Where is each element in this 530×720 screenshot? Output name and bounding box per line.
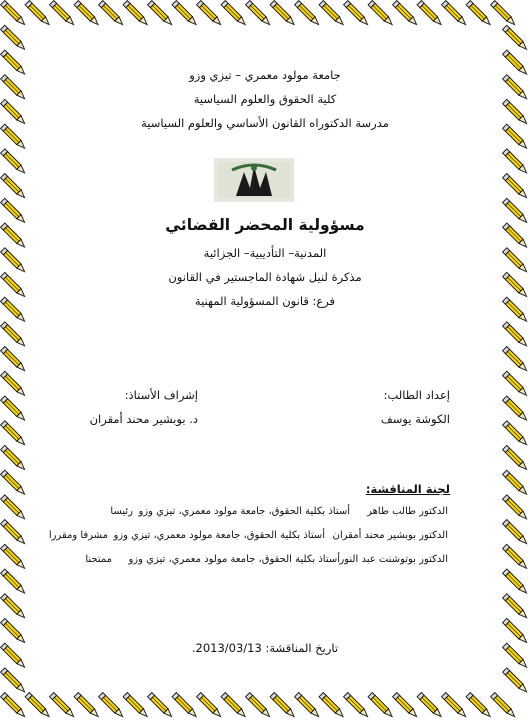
pencil-icon xyxy=(1,149,27,175)
pencil-icon xyxy=(99,693,125,719)
doctoral-school: مدرسة الدكتوراه القانون الأساسي والعلوم السياسية xyxy=(141,116,389,130)
pencil-icon xyxy=(295,693,321,719)
pencil-icon xyxy=(503,445,529,471)
pencil-icon xyxy=(417,693,443,719)
pencil-icon xyxy=(393,693,419,719)
pencil-icon xyxy=(503,421,529,447)
pencil-icon xyxy=(393,1,419,27)
pencil-icon xyxy=(50,1,76,27)
pencil-icon xyxy=(74,693,100,719)
pencil-icon xyxy=(1,25,27,51)
pencil-icon xyxy=(319,693,345,719)
university-logo-icon xyxy=(214,158,294,202)
pencil-icon xyxy=(503,495,529,521)
pencil-icon xyxy=(1,421,27,447)
pencil-icon xyxy=(442,1,468,27)
pencil-icon xyxy=(1,643,27,669)
pencil-icon xyxy=(1,1,27,27)
pencil-icon xyxy=(503,322,529,348)
pencil-icon xyxy=(1,594,27,620)
pencil-icon xyxy=(1,668,27,694)
pencil-icon xyxy=(1,223,27,249)
pencil-icon xyxy=(1,618,27,644)
pencil-icon xyxy=(1,99,27,125)
pencil-icon xyxy=(503,99,529,125)
pencil-icon xyxy=(1,124,27,150)
pencil-icon xyxy=(295,1,321,27)
pencil-icon xyxy=(503,347,529,373)
pencil-icon xyxy=(148,1,174,27)
pencil-icon xyxy=(1,396,27,422)
pencil-icon xyxy=(344,1,370,27)
pencil-icon xyxy=(503,668,529,694)
supervisor-label: إشراف الأستاذ: xyxy=(124,388,198,402)
pencil-icon xyxy=(503,223,529,249)
defense-date: تاريخ المناقشة: 2013/03/13. xyxy=(191,641,339,655)
pencil-icon xyxy=(1,544,27,570)
thesis-title: مسؤولية المحضر القضائي xyxy=(165,216,365,234)
pencil-icon xyxy=(221,693,247,719)
pencil-icon xyxy=(503,371,529,397)
student-label: إعداد الطالب: xyxy=(383,388,450,402)
pencil-icon xyxy=(1,445,27,471)
pencil-icon xyxy=(368,1,394,27)
pencil-icon xyxy=(417,1,443,27)
pencil-icon xyxy=(503,594,529,620)
pencil-icon xyxy=(368,693,394,719)
pencil-icon xyxy=(1,470,27,496)
pencil-icon xyxy=(1,75,27,101)
member-name: الدكتور طالب طاهر xyxy=(367,506,448,517)
pencil-icon xyxy=(503,50,529,76)
pencil-icon xyxy=(1,569,27,595)
pencil-icon xyxy=(1,495,27,521)
degree-line: مذكرة لنيل شهادة الماجستير في القانون xyxy=(168,270,362,284)
member-role: مشرفا ومقررا xyxy=(48,530,108,541)
pencil-icon xyxy=(503,272,529,298)
pencil-icon xyxy=(466,1,492,27)
pencil-icon xyxy=(270,1,296,27)
pencil-icon xyxy=(1,198,27,224)
thesis-subtitle: المدنية– التأديبية– الجزائية xyxy=(203,246,327,260)
member-role: ممتحنا xyxy=(85,554,112,565)
pencil-icon xyxy=(74,1,100,27)
pencil-icon xyxy=(99,1,125,27)
pencil-icon xyxy=(1,50,27,76)
member-affiliation: أستاذ بكلية الحقوق، جامعة مولود معمري، تيزي وزو xyxy=(128,554,340,565)
pencil-icon xyxy=(503,643,529,669)
member-affiliation: أستاذ بكلية الحقوق، جامعة مولود معمري، تيزي وزو xyxy=(113,530,325,541)
pencil-icon xyxy=(503,198,529,224)
pencil-icon xyxy=(503,248,529,274)
supervisor-name: د. بوبشير محند أمقران xyxy=(89,412,198,426)
student-name: الكوشة يوسف xyxy=(380,412,450,426)
pencil-icon xyxy=(503,618,529,644)
pencil-icon xyxy=(503,544,529,570)
pencil-icon xyxy=(123,693,149,719)
pencil-icon xyxy=(1,520,27,546)
pencil-icon xyxy=(1,322,27,348)
branch-line: فرع: قانون المسؤولية المهنية xyxy=(194,294,336,308)
pencil-icon xyxy=(503,520,529,546)
pencil-icon xyxy=(270,693,296,719)
committee-heading: لجنة المناقشة: xyxy=(365,482,450,496)
member-affiliation: أستاذ بكلية الحقوق، جامعة مولود معمري، تيزي وزو xyxy=(138,506,350,517)
pencil-icon xyxy=(1,693,27,719)
pencil-icon xyxy=(25,1,51,27)
pencil-icon xyxy=(503,25,529,51)
university-name: جامعة مولود معمري – تيزي وزو xyxy=(189,68,341,82)
pencil-icon xyxy=(503,149,529,175)
pencil-icon xyxy=(123,1,149,27)
pencil-icon xyxy=(1,297,27,323)
pencil-icon xyxy=(503,396,529,422)
pencil-icon xyxy=(1,248,27,274)
pencil-icon xyxy=(503,470,529,496)
pencil-icon xyxy=(25,693,51,719)
pencil-icon xyxy=(319,1,345,27)
pencil-icon xyxy=(172,1,198,27)
committee-member-row xyxy=(40,506,490,522)
committee-member-row xyxy=(40,530,490,546)
pencil-icon xyxy=(503,124,529,150)
pencil-icon xyxy=(1,371,27,397)
pencil-icon xyxy=(246,1,272,27)
committee-member-row xyxy=(40,554,490,570)
pencil-icon xyxy=(197,693,223,719)
pencil-icon xyxy=(442,693,468,719)
member-role: رئيسا xyxy=(110,506,133,517)
pencil-icon xyxy=(221,1,247,27)
pencil-icon xyxy=(503,75,529,101)
pencil-icon xyxy=(503,174,529,200)
member-name: الدكتور بوبشير محند أمقران xyxy=(332,530,448,541)
pencil-icon xyxy=(50,693,76,719)
pencil-icon xyxy=(246,693,272,719)
faculty-name: كلية الحقوق والعلوم السياسية xyxy=(193,92,337,106)
pencil-icon xyxy=(1,347,27,373)
pencil-icon xyxy=(491,1,517,27)
pencil-icon xyxy=(466,693,492,719)
member-name: الدكتور بوتوشنت عبد النور xyxy=(339,554,448,565)
pencil-icon xyxy=(491,693,517,719)
title-page xyxy=(40,40,490,680)
pencil-icon xyxy=(1,174,27,200)
pencil-icon xyxy=(172,693,198,719)
pencil-icon xyxy=(197,1,223,27)
pencil-icon xyxy=(1,272,27,298)
pencil-icon xyxy=(148,693,174,719)
pencil-icon xyxy=(503,297,529,323)
pencil-icon xyxy=(344,693,370,719)
pencil-icon xyxy=(503,569,529,595)
